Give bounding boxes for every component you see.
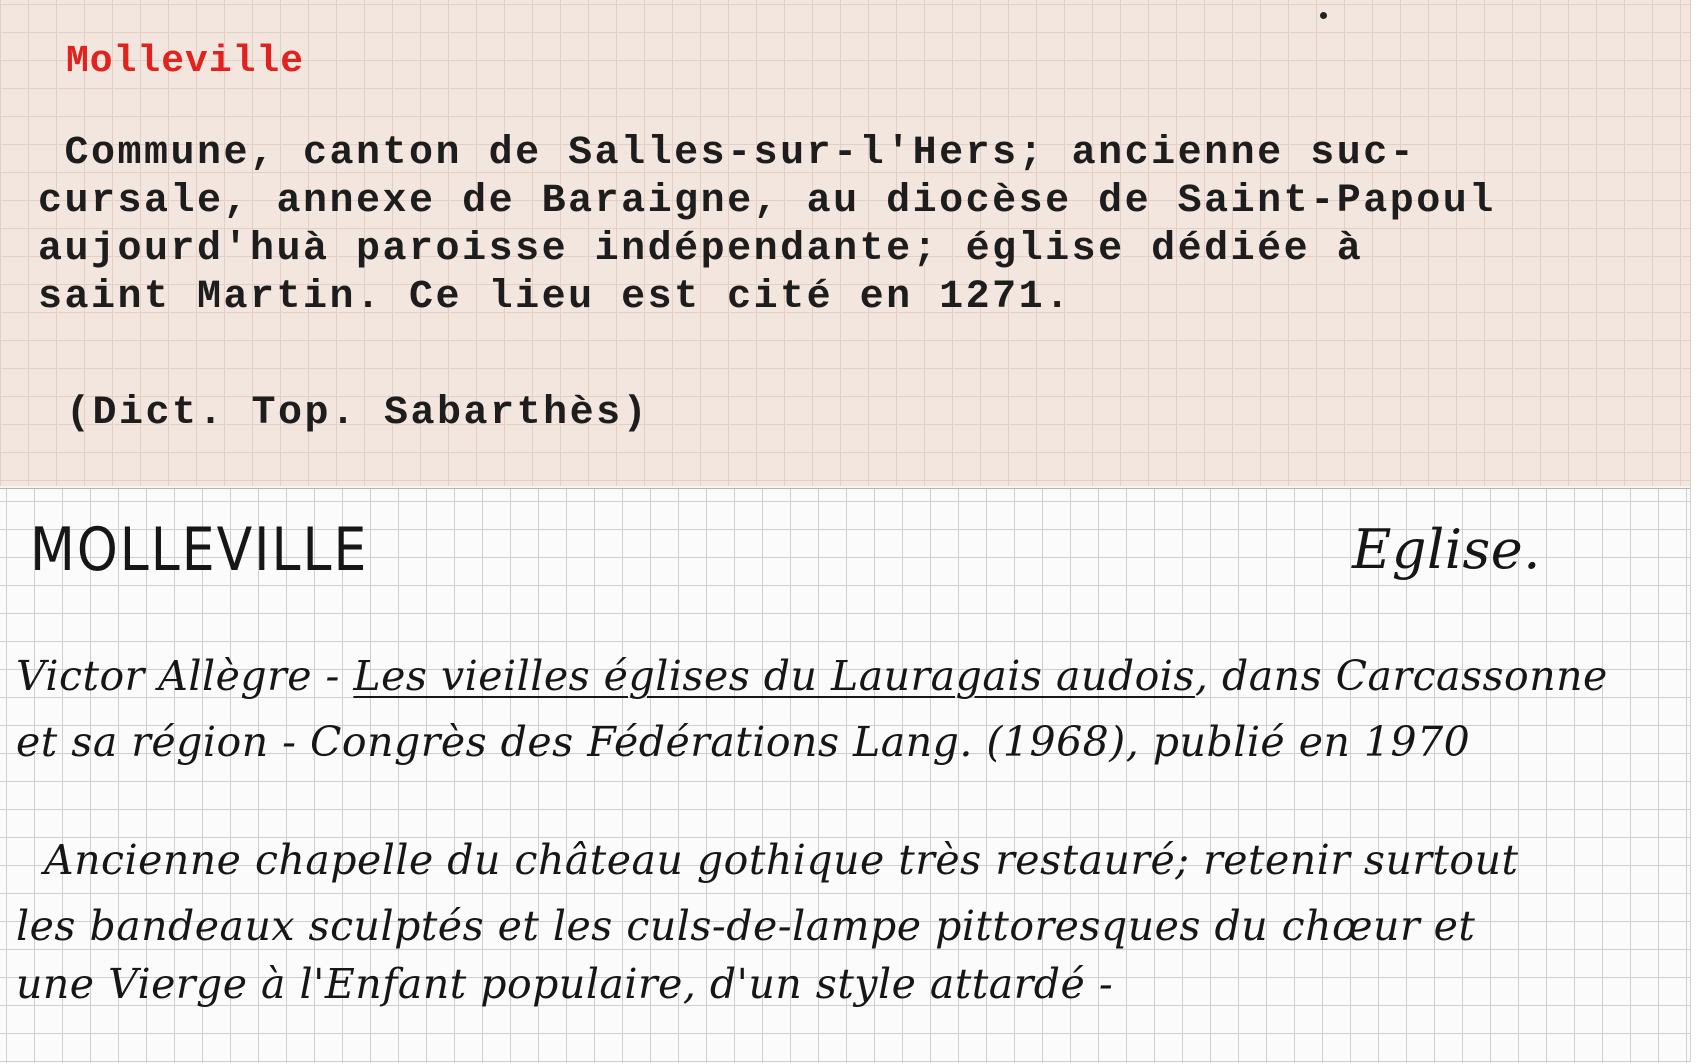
ink-speck [1320, 12, 1327, 19]
citation-work-title: Les vieilles églises du Lauragais audois [353, 652, 1195, 700]
scan-margin [1690, 0, 1706, 1062]
citation-place: , dans Carcassonne [1194, 652, 1608, 700]
citation-line-2: et sa région - Congrès des Fédérations Lang. (1968), publié en 1970 [16, 718, 1471, 766]
typed-line-3: aujourd'huà paroisse indépendante; église dédiée à [38, 227, 1364, 272]
typed-line-1: Commune, canton de Salles-sur-l'Hers; ancienne suc- [38, 131, 1417, 176]
description-line-2: les bandeaux sculptés et les culs-de-lampe pittoresques du chœur et [16, 902, 1476, 950]
card-title: Molleville [66, 40, 305, 83]
typed-line-4: saint Martin. Ce lieu est cité en 1271. [38, 275, 1072, 320]
citation-author: Victor Allègre - [16, 652, 340, 700]
source-reference: (Dict. Top. Sabarthès) [66, 391, 650, 436]
typed-line-2: cursale, annexe de Baraigne, au diocèse de Saint-Papoul [38, 179, 1496, 224]
typed-index-card [0, 0, 1690, 486]
category-label: Eglise. [1352, 518, 1541, 581]
citation-line-1 [16, 652, 1608, 700]
description-line-1: Ancienne chapelle du château gothique très restauré; retenir surtout [44, 836, 1519, 884]
description-line-3: une Vierge à l'Enfant populaire, d'un style attardé - [16, 960, 1114, 1008]
place-name-heading: MOLLEVILLE [30, 516, 369, 585]
